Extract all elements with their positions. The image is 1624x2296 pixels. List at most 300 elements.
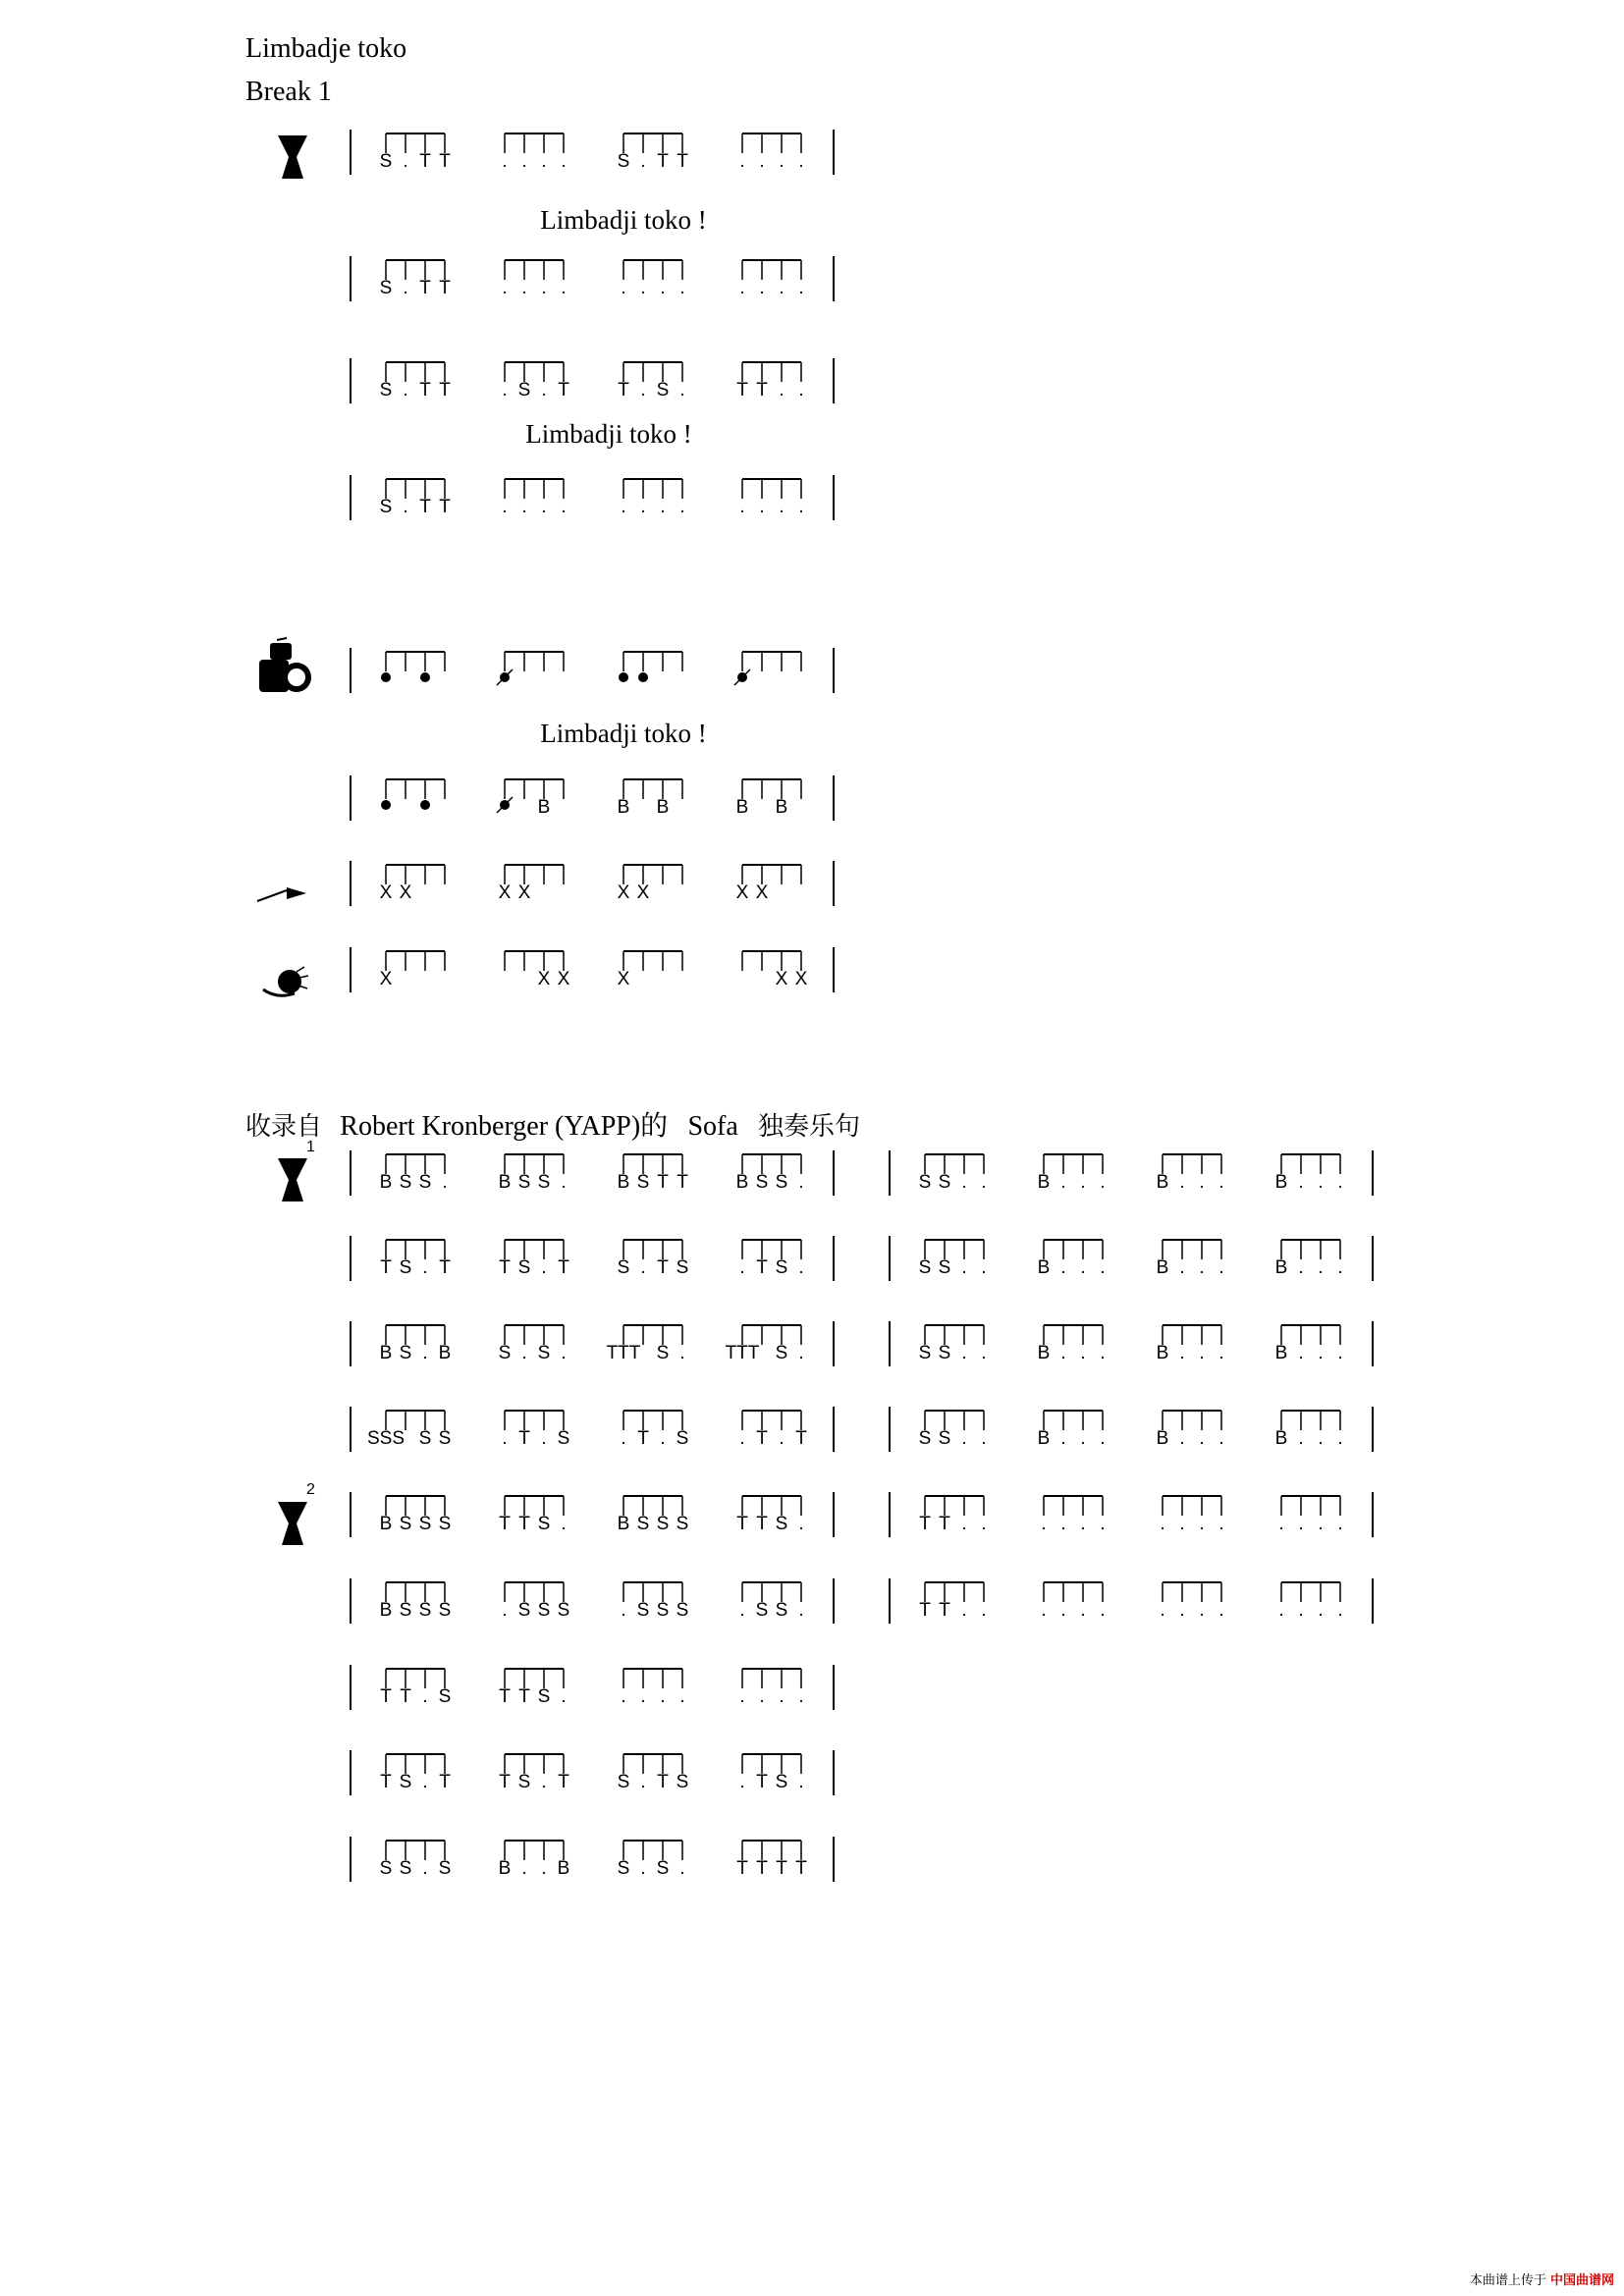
note-break-2-2-2: .	[660, 278, 666, 298]
note-sofa-5b-3-3: .	[1337, 1514, 1343, 1534]
note-sofa-2-2-3: S	[676, 1257, 689, 1278]
note-sofa-7-2-0: .	[621, 1686, 626, 1707]
note-shaker-3-1: X	[755, 882, 769, 903]
note-break-1-2-1: .	[640, 151, 646, 172]
note-sofa-1b-0-2: .	[961, 1172, 967, 1193]
note-sofa-5-0-0: B	[379, 1514, 393, 1534]
note-sofa-9-1-1: .	[521, 1858, 527, 1879]
note-sofa-7-1-0: T	[499, 1686, 511, 1707]
note-sofa-2-0-3: T	[439, 1257, 451, 1278]
note-break-3-2-3: .	[679, 380, 685, 400]
note-sofa-5b-3-1: .	[1298, 1514, 1304, 1534]
note-break-2-1-0: .	[502, 278, 508, 298]
note-break-3-0-1: .	[403, 380, 408, 400]
djembe-icon-solo-1	[278, 1158, 307, 1201]
note-sofa-8-2-1: .	[640, 1772, 646, 1792]
note-sofa-2-3-3: .	[798, 1257, 804, 1278]
note-sofa-3-1-2: S	[537, 1343, 551, 1363]
note-sofa-1-3-3: .	[798, 1172, 804, 1193]
note-break-2-0-3: T	[439, 278, 451, 298]
note-sofa-1b-3-2: .	[1318, 1172, 1324, 1193]
note-sofa-2-1-3: T	[558, 1257, 569, 1278]
note-sofa-8-0-3: T	[439, 1772, 451, 1792]
note-sofa-5-3-1: T	[756, 1514, 768, 1534]
note-sofa-4-3-2: .	[779, 1428, 785, 1449]
note-break-1-3-0: .	[739, 151, 745, 172]
note-sofa-2b-1-1: .	[1060, 1257, 1066, 1278]
note-break-1-1-2: .	[541, 151, 547, 172]
note-break-4-2-0: .	[621, 497, 626, 517]
note-break-2-3-0: .	[739, 278, 745, 298]
note-sofa-1b-1-1: .	[1060, 1172, 1066, 1193]
note-sofa-8-3-2: S	[775, 1772, 788, 1792]
note-sofa-8-2-0: S	[617, 1772, 630, 1792]
note-sofa-9-3-2: T	[776, 1858, 787, 1879]
note-sofa-5b-0-2: .	[961, 1514, 967, 1534]
note-sofa-2b-2-2: .	[1199, 1257, 1205, 1278]
note-sofa-8-0-0: T	[380, 1772, 392, 1792]
note-break-2-1-3: .	[561, 278, 567, 298]
note-sofa-3b-1-1: .	[1060, 1343, 1066, 1363]
note-sofa-3b-2-2: .	[1199, 1343, 1205, 1363]
note-sofa-4-0-3: S	[438, 1428, 452, 1449]
note-sofa-8-0-1: S	[399, 1772, 412, 1792]
note-sofa-5-2-1: S	[636, 1514, 650, 1534]
dot-note-bell-1	[619, 672, 628, 682]
note-sofa-6b-0-3: .	[981, 1600, 987, 1621]
note-sofa-1b-3-0: B	[1274, 1172, 1288, 1193]
note-sofa-3-1-3: .	[561, 1343, 567, 1363]
note-sofa-4b-3-3: .	[1337, 1428, 1343, 1449]
note-sofa-1-3-2: S	[775, 1172, 788, 1193]
note-sofa-9-2-3: .	[679, 1858, 685, 1879]
note-sofa-2b-2-1: .	[1179, 1257, 1185, 1278]
note-sofa-9-0-2: .	[422, 1858, 428, 1879]
note-sofa-6b-3-1: .	[1298, 1600, 1304, 1621]
note-sofa-1-2-0: B	[617, 1172, 630, 1193]
note-sofa-4b-3-2: .	[1318, 1428, 1324, 1449]
note-sofa-6-3-1: S	[755, 1600, 769, 1621]
note-sofa-7-0-2: .	[422, 1686, 428, 1707]
note-sofa-5-0-1: S	[399, 1514, 412, 1534]
note-sofa-3b-3-2: .	[1318, 1343, 1324, 1363]
note-sofa-6-0-2: S	[418, 1600, 432, 1621]
note-sofa-6b-1-0: .	[1041, 1600, 1047, 1621]
note-break-4-3-3: .	[798, 497, 804, 517]
note-sofa-4b-0-3: .	[981, 1428, 987, 1449]
note-sofa-1-1-1: S	[517, 1172, 531, 1193]
note-sofa-1b-0-1: S	[938, 1172, 951, 1193]
note-sofa-9-2-0: S	[617, 1858, 630, 1879]
note-break-3-1-0: .	[502, 380, 508, 400]
note-sofa-4-2-3: S	[676, 1428, 689, 1449]
note-sofa-4-1-0: .	[502, 1428, 508, 1449]
note-sofa-9-0-0: S	[379, 1858, 393, 1879]
lyric-1: Limbadji toko !	[540, 205, 707, 235]
note-sofa-2-2-2: T	[657, 1257, 669, 1278]
note-sofa-6b-3-2: .	[1318, 1600, 1324, 1621]
note-break-4-3-0: .	[739, 497, 745, 517]
note-sofa-3-0-0: B	[379, 1343, 393, 1363]
note-sofa-6-0-3: S	[438, 1600, 452, 1621]
note-break-2-0-1: .	[403, 278, 408, 298]
note-sofa-4b-1-0: B	[1037, 1428, 1051, 1449]
note-sofa-6b-1-2: .	[1080, 1600, 1086, 1621]
note-sofa-6b-1-1: .	[1060, 1600, 1066, 1621]
note-shaker-2-0: X	[617, 882, 630, 903]
note-break-4-1-3: .	[561, 497, 567, 517]
note-bell-2-3-2: B	[775, 797, 788, 818]
note-break-3-3-2: .	[779, 380, 785, 400]
note-sofa-3b-3-3: .	[1337, 1343, 1343, 1363]
note-sofa-4-0-0: SSS	[366, 1428, 406, 1449]
note-bell-2-3-0: B	[735, 797, 749, 818]
note-sofa-8-3-1: T	[756, 1772, 768, 1792]
note-sofa-1-0-3: .	[442, 1172, 448, 1193]
note-sofa-9-1-2: .	[541, 1858, 547, 1879]
note-sofa-1-1-2: S	[537, 1172, 551, 1193]
note-sofa-3b-1-0: B	[1037, 1343, 1051, 1363]
note-break-1-2-0: S	[617, 151, 630, 172]
note-sofa-4-3-3: T	[795, 1428, 807, 1449]
note-sofa-7-2-1: .	[640, 1686, 646, 1707]
note-sofa-7-3-2: .	[779, 1686, 785, 1707]
instrument-number-1: 1	[306, 1139, 315, 1155]
note-sofa-5b-0-0: T	[919, 1514, 931, 1534]
note-break-4-3-2: .	[779, 497, 785, 517]
note-break-3-0-2: T	[419, 380, 431, 400]
note-sofa-4b-0-0: S	[918, 1428, 932, 1449]
note-sofa-1-0-2: S	[418, 1172, 432, 1193]
note-bell-2-1-2: B	[537, 797, 551, 818]
note-sofa-9-1-0: B	[498, 1858, 512, 1879]
note-sofa-1-3-1: S	[755, 1172, 769, 1193]
note-sofa-7-0-0: T	[380, 1686, 392, 1707]
mute-slash-bell-1	[497, 669, 513, 685]
note-sofa-8-0-2: .	[422, 1772, 428, 1792]
note-sofa-3-2-2: S	[656, 1343, 670, 1363]
kenkeni-icon	[263, 967, 308, 995]
note-break-4-2-1: .	[640, 497, 646, 517]
section-prefix: 收录自	[245, 1112, 323, 1142]
note-sofa-2-2-0: S	[617, 1257, 630, 1278]
note-sofa-1b-2-0: B	[1156, 1172, 1169, 1193]
note-sofa-5b-3-2: .	[1318, 1514, 1324, 1534]
note-sofa-3b-0-3: .	[981, 1343, 987, 1363]
note-sofa-3b-3-1: .	[1298, 1343, 1304, 1363]
section-suffix: 独奏乐句	[758, 1112, 861, 1142]
note-sofa-1-1-0: B	[498, 1172, 512, 1193]
note-break-2-1-1: .	[521, 278, 527, 298]
djembe-icon-solo-2	[278, 1502, 307, 1545]
note-break-1-3-3: .	[798, 151, 804, 172]
note-sofa-6-1-1: S	[517, 1600, 531, 1621]
note-sofa-8-1-1: S	[517, 1772, 531, 1792]
note-sofa-4-1-1: T	[518, 1428, 530, 1449]
bell-drums-icon	[259, 638, 311, 692]
note-sofa-6b-2-2: .	[1199, 1600, 1205, 1621]
dot-note-bell-1	[420, 672, 430, 682]
note-sofa-3b-1-2: .	[1080, 1343, 1086, 1363]
note-break-3-1-2: .	[541, 380, 547, 400]
note-sofa-7-0-3: S	[438, 1686, 452, 1707]
note-sofa-6b-1-3: .	[1100, 1600, 1106, 1621]
note-sofa-4b-0-2: .	[961, 1428, 967, 1449]
note-sofa-8-1-3: T	[558, 1772, 569, 1792]
note-sofa-5b-1-1: .	[1060, 1514, 1066, 1534]
note-sofa-2b-3-2: .	[1318, 1257, 1324, 1278]
note-sofa-7-3-0: .	[739, 1686, 745, 1707]
note-sofa-2-2-1: .	[640, 1257, 646, 1278]
note-sofa-6b-2-0: .	[1160, 1600, 1165, 1621]
note-sofa-6-1-2: S	[537, 1600, 551, 1621]
note-sofa-7-1-1: T	[518, 1686, 530, 1707]
note-sofa-2-1-2: .	[541, 1257, 547, 1278]
page-title: Limbadje toko	[245, 33, 407, 64]
note-sofa-4b-2-1: .	[1179, 1428, 1185, 1449]
note-sofa-4-1-2: .	[541, 1428, 547, 1449]
note-break-1-0-3: T	[439, 151, 451, 172]
note-sofa-5-2-3: S	[676, 1514, 689, 1534]
note-sofa-2b-0-2: .	[961, 1257, 967, 1278]
djembe-icon	[278, 135, 307, 179]
note-sofa-6b-2-1: .	[1179, 1600, 1185, 1621]
note-sofa-9-0-1: S	[399, 1858, 412, 1879]
note-sofa-3b-3-0: B	[1274, 1343, 1288, 1363]
note-sofa-5b-2-0: .	[1160, 1514, 1165, 1534]
mute-slash-bell-2	[497, 797, 513, 813]
note-sofa-8-2-2: T	[657, 1772, 669, 1792]
note-sofa-3b-0-2: .	[961, 1343, 967, 1363]
section-word: Sofa	[687, 1111, 738, 1142]
note-sofa-6b-2-3: .	[1218, 1600, 1224, 1621]
note-sofa-4b-1-1: .	[1060, 1428, 1066, 1449]
note-sofa-5-1-0: T	[499, 1514, 511, 1534]
note-sofa-1-0-0: B	[379, 1172, 393, 1193]
note-break-3-3-0: T	[736, 380, 748, 400]
note-sofa-3b-1-3: .	[1100, 1343, 1106, 1363]
note-sofa-2b-2-3: .	[1218, 1257, 1224, 1278]
note-sofa-3-3-0: TTT	[725, 1343, 760, 1363]
dot-note-bell-2	[381, 800, 391, 810]
note-sofa-1b-2-2: .	[1199, 1172, 1205, 1193]
note-kenkeni-3-3: X	[794, 969, 808, 989]
note-break-1-1-3: .	[561, 151, 567, 172]
note-break-2-1-2: .	[541, 278, 547, 298]
note-break-2-3-3: .	[798, 278, 804, 298]
note-sofa-5b-0-1: T	[939, 1514, 950, 1534]
note-break-4-3-1: .	[759, 497, 765, 517]
note-break-4-0-0: S	[379, 497, 393, 517]
note-sofa-7-1-3: .	[561, 1686, 567, 1707]
note-sofa-5-3-3: .	[798, 1514, 804, 1534]
note-sofa-7-2-3: .	[679, 1686, 685, 1707]
note-sofa-4-3-0: .	[739, 1428, 745, 1449]
note-sofa-8-3-0: .	[739, 1772, 745, 1792]
note-sofa-6-3-2: S	[775, 1600, 788, 1621]
note-sofa-8-3-3: .	[798, 1772, 804, 1792]
note-break-4-0-3: T	[439, 497, 451, 517]
note-sofa-5-3-2: S	[775, 1514, 788, 1534]
note-sofa-4-1-3: S	[557, 1428, 570, 1449]
note-sofa-2b-1-0: B	[1037, 1257, 1051, 1278]
note-sofa-1-1-3: .	[561, 1172, 567, 1193]
instrument-number-2: 2	[306, 1481, 315, 1498]
note-bell-2-2-2: B	[656, 797, 670, 818]
note-bell-2-2-0: B	[617, 797, 630, 818]
note-sofa-1-2-1: S	[636, 1172, 650, 1193]
note-sofa-1b-1-2: .	[1080, 1172, 1086, 1193]
note-sofa-5-2-2: S	[656, 1514, 670, 1534]
section-source: Robert Kronberger (YAPP)的	[340, 1111, 669, 1142]
note-break-3-2-0: T	[618, 380, 629, 400]
note-sofa-6-3-0: .	[739, 1600, 745, 1621]
note-sofa-9-2-1: .	[640, 1858, 646, 1879]
staves-layer	[351, 130, 1373, 1882]
note-sofa-4-2-1: T	[637, 1428, 649, 1449]
note-shaker-2-1: X	[636, 882, 650, 903]
note-break-3-1-1: S	[517, 380, 531, 400]
note-break-4-0-2: T	[419, 497, 431, 517]
note-sofa-2b-3-3: .	[1337, 1257, 1343, 1278]
page-subtitle: Break 1	[245, 77, 332, 107]
note-sofa-2-0-2: .	[422, 1257, 428, 1278]
note-sofa-6-1-0: .	[502, 1600, 508, 1621]
note-kenkeni-1-2: X	[537, 969, 551, 989]
note-sofa-9-3-0: T	[736, 1858, 748, 1879]
note-sofa-5-3-0: T	[736, 1514, 748, 1534]
note-break-4-1-2: .	[541, 497, 547, 517]
note-sofa-4b-1-2: .	[1080, 1428, 1086, 1449]
note-sofa-2-0-1: S	[399, 1257, 412, 1278]
note-sofa-2-3-1: T	[756, 1257, 768, 1278]
note-sofa-4-2-0: .	[621, 1428, 626, 1449]
note-sofa-5b-0-3: .	[981, 1514, 987, 1534]
note-kenkeni-0-0: X	[379, 969, 393, 989]
footer	[1470, 2269, 1614, 2288]
note-sofa-4b-2-0: B	[1156, 1428, 1169, 1449]
shaker-icon	[257, 887, 306, 901]
note-break-1-0-1: .	[403, 151, 408, 172]
note-sofa-3b-2-1: .	[1179, 1343, 1185, 1363]
note-sofa-5b-1-0: .	[1041, 1514, 1047, 1534]
note-kenkeni-2-0: X	[617, 969, 630, 989]
note-shaker-1-1: X	[517, 882, 531, 903]
note-sofa-2-3-2: S	[775, 1257, 788, 1278]
note-sofa-1b-0-3: .	[981, 1172, 987, 1193]
note-break-3-0-0: S	[379, 380, 393, 400]
note-sofa-2b-0-1: S	[938, 1257, 951, 1278]
note-sofa-7-0-1: T	[400, 1686, 411, 1707]
note-sofa-6b-0-1: T	[939, 1600, 950, 1621]
note-sofa-3-3-3: .	[798, 1343, 804, 1363]
note-sofa-2-3-0: .	[739, 1257, 745, 1278]
note-sofa-5b-2-1: .	[1179, 1514, 1185, 1534]
note-sofa-7-1-2: S	[537, 1686, 551, 1707]
note-break-2-2-3: .	[679, 278, 685, 298]
note-sofa-6-2-2: S	[656, 1600, 670, 1621]
note-sofa-1-0-1: S	[399, 1172, 412, 1193]
note-sofa-3b-0-0: S	[918, 1343, 932, 1363]
note-shaker-0-1: X	[399, 882, 412, 903]
note-sofa-4b-3-1: .	[1298, 1428, 1304, 1449]
note-break-2-0-2: T	[419, 278, 431, 298]
note-break-1-1-1: .	[521, 151, 527, 172]
note-sofa-5-2-0: B	[617, 1514, 630, 1534]
note-sofa-2b-1-2: .	[1080, 1257, 1086, 1278]
note-sofa-3-2-0: TTT	[606, 1343, 641, 1363]
note-sofa-3b-0-1: S	[938, 1343, 951, 1363]
note-sofa-3-2-3: .	[679, 1343, 685, 1363]
note-kenkeni-3-2: X	[775, 969, 788, 989]
note-sofa-1-2-2: T	[657, 1172, 669, 1193]
note-sofa-2-1-1: S	[517, 1257, 531, 1278]
note-sofa-5-1-1: T	[518, 1514, 530, 1534]
note-sofa-2b-3-0: B	[1274, 1257, 1288, 1278]
dot-note-bell-1	[381, 672, 391, 682]
note-sofa-6-2-0: .	[621, 1600, 626, 1621]
note-sofa-3b-2-0: B	[1156, 1343, 1169, 1363]
note-sofa-3b-2-3: .	[1218, 1343, 1224, 1363]
note-shaker-3-0: X	[735, 882, 749, 903]
note-sofa-6-3-3: .	[798, 1600, 804, 1621]
note-sofa-5b-1-3: .	[1100, 1514, 1106, 1534]
mute-slash-bell-1	[734, 669, 750, 685]
note-sofa-1b-2-3: .	[1218, 1172, 1224, 1193]
note-break-3-2-1: .	[640, 380, 646, 400]
note-sofa-2b-1-3: .	[1100, 1257, 1106, 1278]
note-shaker-1-0: X	[498, 882, 512, 903]
note-sofa-4b-2-2: .	[1199, 1428, 1205, 1449]
dot-note-bell-2	[420, 800, 430, 810]
note-sofa-6b-3-3: .	[1337, 1600, 1343, 1621]
note-break-2-2-1: .	[640, 278, 646, 298]
note-sofa-6-2-3: S	[676, 1600, 689, 1621]
note-sofa-6b-0-0: T	[919, 1600, 931, 1621]
note-sofa-9-3-3: T	[795, 1858, 807, 1879]
note-sofa-8-1-0: T	[499, 1772, 511, 1792]
note-break-4-1-1: .	[521, 497, 527, 517]
note-break-1-1-0: .	[502, 151, 508, 172]
note-sofa-2b-0-0: S	[918, 1257, 932, 1278]
note-sofa-2b-2-0: B	[1156, 1257, 1169, 1278]
note-sofa-4b-1-3: .	[1100, 1428, 1106, 1449]
note-sofa-1-3-0: B	[735, 1172, 749, 1193]
note-sofa-8-1-2: .	[541, 1772, 547, 1792]
note-break-1-2-2: T	[657, 151, 669, 172]
note-sofa-3-1-1: .	[521, 1343, 527, 1363]
note-sofa-4b-3-0: B	[1274, 1428, 1288, 1449]
note-sofa-3-1-0: S	[498, 1343, 512, 1363]
note-sofa-2-0-0: T	[380, 1257, 392, 1278]
note-sofa-6-2-1: S	[636, 1600, 650, 1621]
note-sofa-6-0-0: B	[379, 1600, 393, 1621]
footer-prefix: 本曲谱上传于	[1469, 2273, 1546, 2288]
note-sofa-1-2-3: T	[677, 1172, 688, 1193]
note-sofa-6b-3-0: .	[1278, 1600, 1284, 1621]
note-sofa-4b-0-1: S	[938, 1428, 951, 1449]
note-sofa-4-3-1: T	[756, 1428, 768, 1449]
note-sofa-2b-0-3: .	[981, 1257, 987, 1278]
note-sofa-5b-1-2: .	[1080, 1514, 1086, 1534]
note-kenkeni-1-3: X	[557, 969, 570, 989]
note-sofa-6b-0-2: .	[961, 1600, 967, 1621]
note-sofa-8-2-3: S	[676, 1772, 689, 1792]
note-sofa-3-0-1: S	[399, 1343, 412, 1363]
note-break-3-3-3: .	[798, 380, 804, 400]
note-break-2-2-0: .	[621, 278, 626, 298]
note-sofa-3-3-2: S	[775, 1343, 788, 1363]
